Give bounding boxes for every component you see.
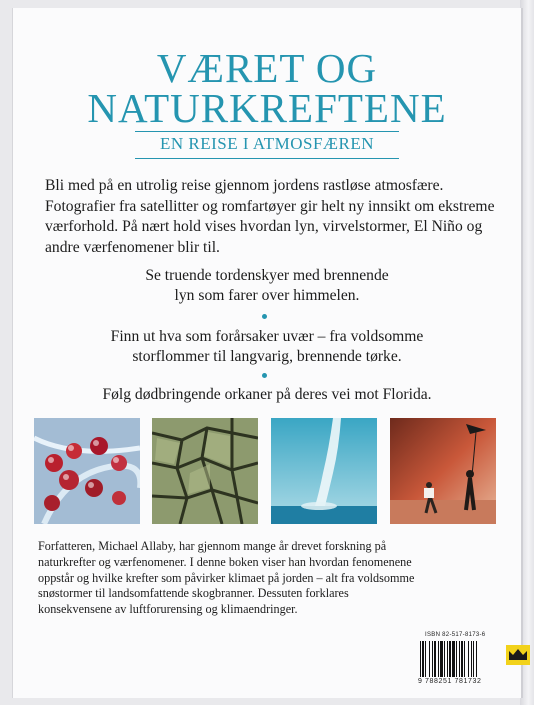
barcode-bar xyxy=(459,641,460,677)
bullet-1-line-2: lyn som farer over himmelen. xyxy=(174,287,360,304)
dust-storm-photo xyxy=(390,418,496,524)
waterspout-photo xyxy=(271,418,377,524)
author-line-3: oppstår og hvilke krefter som påvirker klimaet på jorden – alt fra voldsomme xyxy=(38,570,415,585)
barcode-bar xyxy=(452,641,455,677)
frozen-berries-photo xyxy=(34,418,140,524)
subtitle: EN REISE I ATMOSFÆREN xyxy=(159,134,375,153)
bullet-dot xyxy=(262,314,267,319)
barcode-bar xyxy=(438,641,439,677)
subtitle-bottom-rule xyxy=(135,158,399,159)
author-line-1: Forfatteren, Michael Allaby, har gjennom mange år drevet forskning på xyxy=(38,539,387,553)
barcode-bar xyxy=(429,641,430,677)
author-line-4: snøstormer til landsomfattende skogbranner. Dessuten forklares xyxy=(38,586,349,601)
barcode-bar xyxy=(425,641,426,677)
barcode xyxy=(420,641,500,677)
bullet-dot xyxy=(262,373,267,378)
barcode-bar xyxy=(449,641,451,677)
barcode-bar xyxy=(420,641,421,677)
barcode-bar xyxy=(473,641,474,677)
barcode-bar xyxy=(471,641,472,677)
bullet-1-line-1: Se truende tordenskyer med brennende xyxy=(145,267,389,284)
barcode-bar xyxy=(440,641,443,677)
isbn-label: ISBN 82-517-8173-6 xyxy=(425,632,486,638)
barcode-bar xyxy=(468,641,469,677)
author-line-5: konsekvensene av luftforurensing og klimaendringer. xyxy=(38,602,298,617)
cracked-earth-photo xyxy=(152,418,258,524)
barcode-bar xyxy=(434,641,436,677)
bullet-3: Følg dødbringende orkaner på deres vei mot Florida. xyxy=(102,386,432,403)
bullet-2-line-1: Finn ut hva som forårsaker uvær – fra voldsomme xyxy=(110,328,424,345)
bullet-2-line-2: storflommer til langvarig, brennende tørke. xyxy=(132,348,402,365)
barcode-bar xyxy=(432,641,433,677)
barcode-bar xyxy=(476,641,477,677)
barcode-bar xyxy=(456,641,457,677)
barcode-bar xyxy=(447,641,448,677)
subtitle-top-rule xyxy=(135,131,399,132)
barcode-number: 9 788251 781732 xyxy=(418,678,482,685)
author-paragraph xyxy=(38,539,498,618)
title-line-1: VÆRET OG xyxy=(156,45,378,91)
barcode-bar xyxy=(461,641,463,677)
crown-logo xyxy=(505,644,531,666)
title-line-2: NATURKREFTENE xyxy=(87,85,447,131)
barcode-bar xyxy=(464,641,465,677)
back-cover xyxy=(12,8,523,698)
author-line-2: naturkrefter og værfenomener. I denne boken viser han hvordan fenomenene xyxy=(38,554,412,569)
intro-paragraph: Bli med på en utrolig reise gjennom jordens rastløse atmosfære. Fotografier fra satellitter og romfartøyer gir helt ny innsikt om ekstreme værforhold. På nært hold vises hvordan lyn, virvelstormer, El Niño og andre værfenomener blir til. xyxy=(45,177,495,256)
barcode-bar xyxy=(422,641,424,677)
barcode-bar xyxy=(444,641,445,677)
